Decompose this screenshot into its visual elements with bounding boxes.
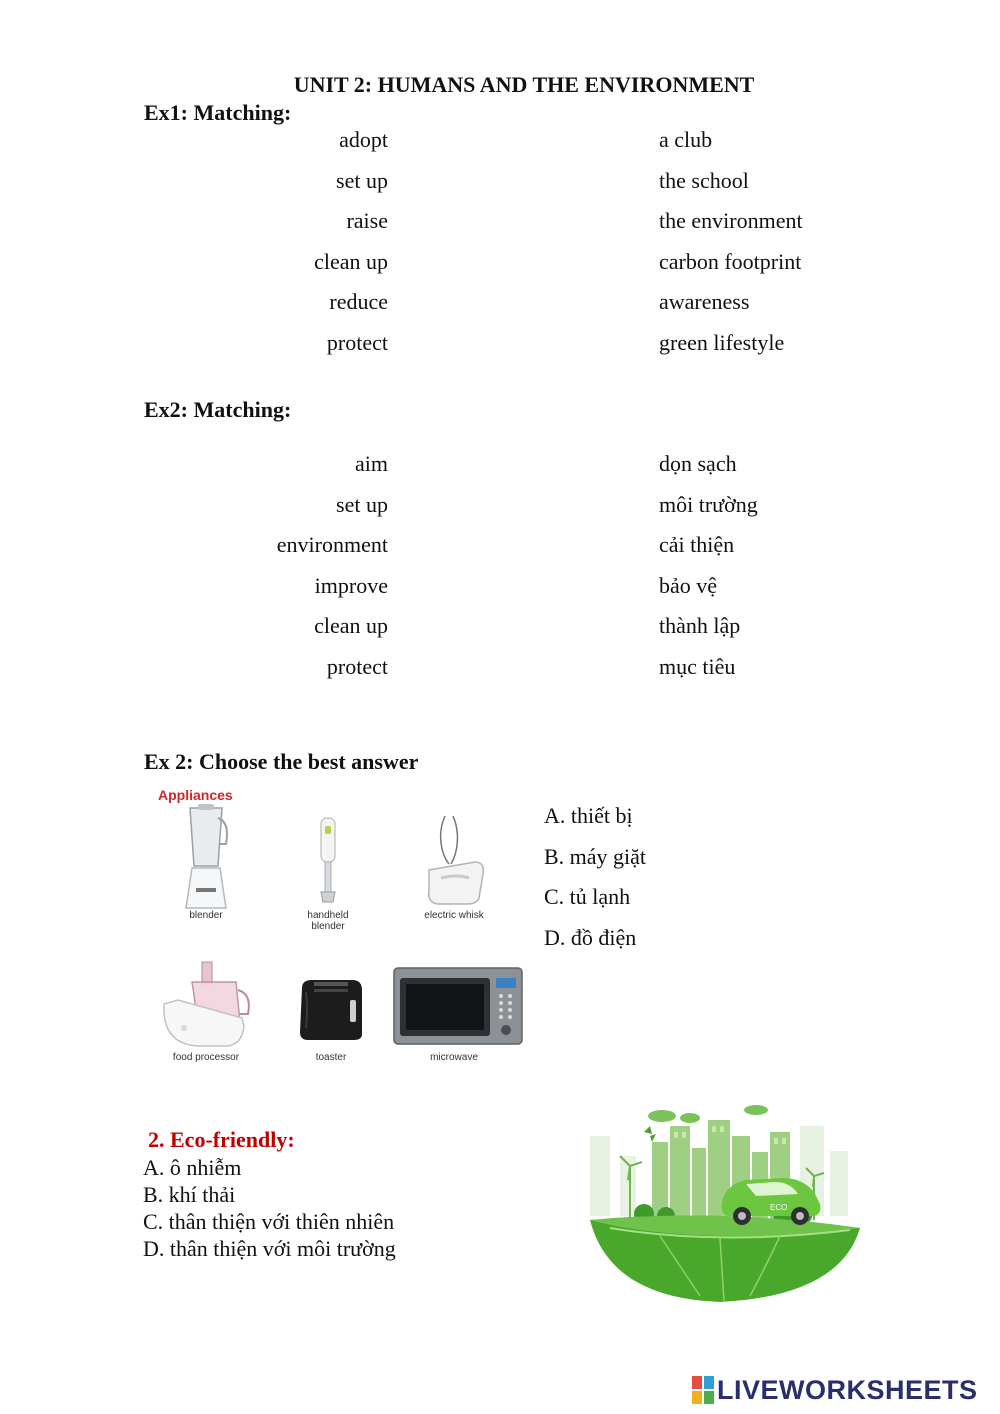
- caption-toaster: toaster: [315, 1052, 347, 1063]
- caption-microwave: microwave: [430, 1052, 478, 1063]
- q2-heading: 2. Eco-friendly:: [148, 1127, 295, 1152]
- ex3-heading: Ex 2: Choose the best answer: [144, 749, 419, 774]
- liveworksheets-mark-icon: [692, 1376, 714, 1404]
- handheld-blender-icon: [316, 816, 340, 906]
- caption-handheld-blender: [283, 910, 373, 932]
- ex1-right-item: green lifestyle: [659, 329, 785, 355]
- liveworksheets-logo-text: LIVEWORKSHEETS: [717, 1374, 978, 1405]
- appliances-title: Appliances: [158, 787, 233, 803]
- ex3-options: [544, 796, 646, 958]
- ex2-left-item: protect: [326, 653, 388, 679]
- ex1-left-item: reduce: [329, 289, 388, 314]
- ex1-right-column: [659, 120, 803, 363]
- ex2-left-item: improve: [314, 572, 388, 598]
- appliances-image: [150, 782, 530, 1072]
- ex2-right-item: bảo vệ: [659, 572, 718, 598]
- blender-icon: [178, 804, 234, 914]
- ex1-right-item: a club: [659, 127, 713, 152]
- ex1-right-item: the school: [659, 167, 749, 193]
- ex2-right-item: dọn sạch: [659, 451, 737, 476]
- ex2-left-item: environment: [276, 532, 388, 557]
- q2-options: [143, 1154, 396, 1262]
- ex1-left-item: adopt: [339, 127, 388, 152]
- q2-option-b[interactable]: B. khí thải: [143, 1182, 236, 1207]
- liveworksheets-logo: [692, 1374, 978, 1406]
- electric-whisk-icon: [423, 814, 487, 906]
- q2-option-c[interactable]: C. thân thiện với thiên nhiên: [143, 1209, 395, 1234]
- caption-blender: blender: [189, 910, 223, 921]
- ex3-option-a[interactable]: A. thiết bị: [544, 803, 633, 828]
- ex2-left-item: aim: [355, 451, 388, 476]
- caption-food-processor: food processor: [172, 1052, 240, 1063]
- ex2-right-item: thành lập: [659, 613, 741, 638]
- q2-option-a[interactable]: A. ô nhiễm: [143, 1155, 242, 1180]
- ex1-right-item: carbon footprint: [659, 248, 802, 274]
- eco-city-image: [570, 1096, 870, 1306]
- ex1-left-column: [88, 120, 388, 363]
- caption-handheld-blender-text: handheld blender: [307, 910, 349, 932]
- ex2-right-column: [659, 444, 758, 687]
- caption-electric-whisk: electric whisk: [424, 910, 484, 921]
- page-title: UNIT 2: HUMANS AND THE ENVIRONMENT: [293, 72, 755, 97]
- ex3-option-c[interactable]: C. tủ lạnh: [544, 884, 631, 909]
- ex2-left-item: clean up: [314, 613, 388, 638]
- ex3-option-d[interactable]: D. đồ điện: [544, 924, 637, 950]
- car-label: ECO: [770, 1203, 788, 1212]
- ex2-right-item: môi trường: [659, 491, 758, 517]
- ex1-left-item: set up: [336, 167, 388, 193]
- ex2-right-item: cải thiện: [659, 532, 735, 557]
- ex1-right-item: the environment: [659, 208, 803, 233]
- ex2-left-column: [88, 444, 388, 687]
- microwave-icon: [392, 966, 524, 1046]
- toaster-icon: [296, 978, 366, 1042]
- ex1-left-item: raise: [346, 208, 388, 233]
- ex2-right-item: mục tiêu: [659, 653, 736, 679]
- ex1-left-item: protect: [326, 329, 388, 355]
- ex2-left-item: set up: [336, 491, 388, 517]
- ex2-heading: Ex2: Matching:: [144, 397, 292, 422]
- ex3-option-b[interactable]: B. máy giặt: [544, 843, 647, 869]
- q2-option-d[interactable]: D. thân thiện với môi trường: [143, 1236, 396, 1261]
- ex1-right-item: awareness: [659, 289, 750, 314]
- food-processor-icon: [158, 960, 254, 1050]
- ex1-heading: Ex1: Matching:: [144, 100, 292, 125]
- ex1-left-item: clean up: [314, 248, 388, 274]
